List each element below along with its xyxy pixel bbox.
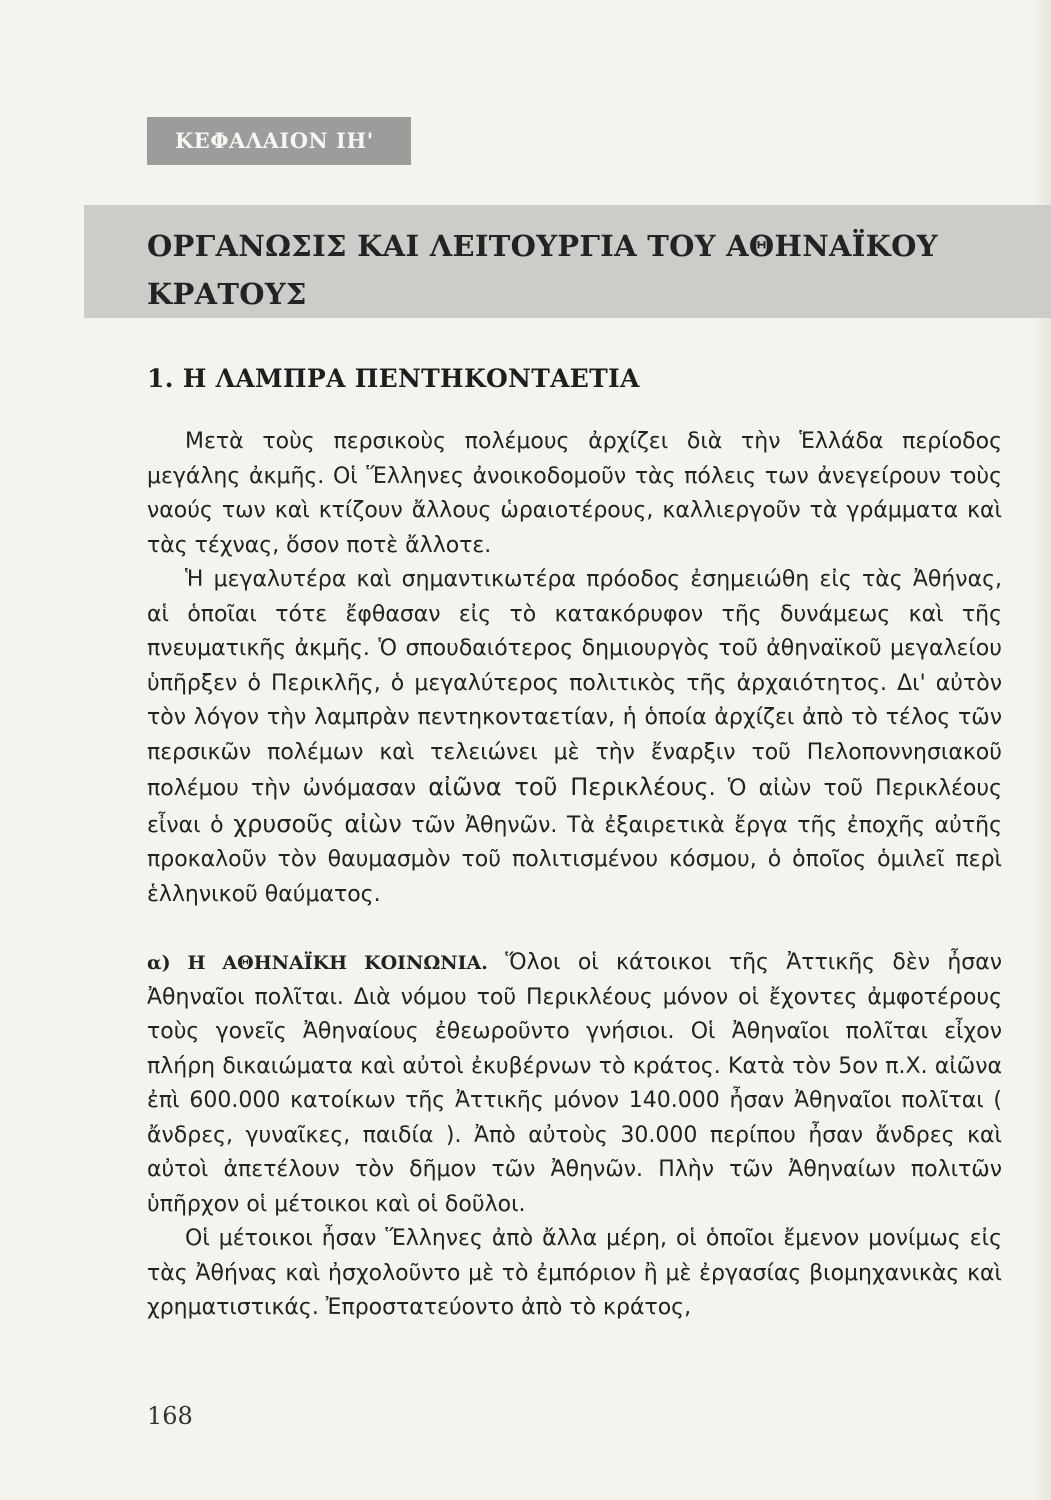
- chapter-label: ΚΕΦΑΛΑΙΟΝ ΙΗ': [147, 117, 411, 165]
- emphasis-aion-perikleous: αἰῶνα τοῦ Περικλέους: [428, 773, 709, 801]
- page-number: 168: [147, 1402, 193, 1430]
- paragraph-2: [147, 563, 1002, 912]
- paragraph-2-end: τῶν Ἀθηνῶν. Τὰ ἐξαιρετικὰ ἔργα τῆς ἐποχῆς αὐτῆς προκαλοῦν τὸν θαυμασμὸν τοῦ πολιτισμένου κόσμου, ὁ ὁποῖος ὁμιλεῖ περὶ ἑλληνικοῦ θαύματος.: [147, 812, 1003, 907]
- body-text: [147, 425, 1002, 1326]
- emphasis-chrysous-aion: χρυσοῦς αἰὼν: [233, 809, 402, 838]
- subsection-label: α) Η ΑΘΗΝΑΪΚΗ ΚΟΙΝΩΝΙΑ.: [147, 952, 488, 974]
- section-heading: 1. Η ΛΑΜΠΡΑ ΠΕΝΤΗΚΟΝΤΑΕΤΙΑ: [147, 364, 640, 393]
- paragraph-2-mid: . Ὁ αἰὼν τοῦ Περικλέους εἶναι ὁ: [147, 776, 1002, 838]
- paragraph-3-text: Ὅλοι οἱ κάτοικοι τῆς Ἀττικῆς δὲν ἦσαν Ἀθηναῖοι πολῖται. Διὰ νόμου τοῦ Περικλέους μόνον οἱ ἔχοντες ἀμφοτέρους τοὺς γονεῖς Ἀθηναίους ἐθεωροῦντο γνήσιοι. Οἱ Ἀθηναῖοι πολῖται εἶχον πλήρη δικαιώματα καὶ αὐτοὶ ἐκυβέρνων τὸ κράτος. Κατὰ τὸν 5ον π.Χ. αἰῶνα ἐπὶ 600.000 κατοίκων τῆς Ἀττικῆς μόνον 140.000 ἦσαν Ἀθηναῖοι πολῖται ( ἄνδρες, γυναῖκες, παιδία ). Ἀπὸ αὐτοὺς 30.000 περίπου ἦσαν ἄνδρες καὶ αὐτοὶ ἀπετέλουν τὸν δῆμον τῶν Ἀθηνῶν. Πλὴν τῶν Ἀθηναίων πολιτῶν ὑπῆρχον οἱ μέτοικοι καὶ οἱ δοῦλοι.: [147, 950, 1002, 1217]
- paragraph-2-start: Ἡ μεγαλυτέρα καὶ σημαντικωτέρα πρόοδος ἐσημειώθη εἰς τὰς Ἀθήνας, αἱ ὁποῖαι τότε ἔφθασαν εἰς τὸ κατακόρυφον τῆς δυνάμεως καὶ τῆς πνευματικῆς ἀκμῆς. Ὁ σπουδαιότερος δημιουργὸς τοῦ ἀθηναϊκοῦ μεγαλείου ὑπῆρξεν ὁ Περικλῆς, ὁ μεγαλύτερος πολιτικὸς τῆς ἀρχαιότητος. Δι' αὐτὸν τὸν λόγον τὴν λαμπρὰν πεντηκονταετίαν, ἡ ὁποία ἀρχίζει ἀπὸ τὸ τέλος τῶν περσικῶν πολέμων καὶ τελειώνει μὲ τὴν ἔναρξιν τοῦ Πελοποννησιακοῦ πολέμου τὴν ὠνόμασαν: [147, 567, 1002, 801]
- paragraph-4: Οἱ μέτοικοι ἦσαν Ἕλληνες ἀπὸ ἄλλα μέρη, οἱ ὁποῖοι ἔμενον μονίμως εἰς τὰς Ἀθήνας καὶ ἠσχολοῦντο μὲ τὸ ἐμπόριον ἢ μὲ ἐργασίας βιομηχανικὰς καὶ χρηματιστικάς. Ἐπροστατεύοντο ἀπὸ τὸ κράτος,: [147, 1226, 1002, 1320]
- paragraph-1: Μετὰ τοὺς περσικοὺς πολέμους ἀρχίζει διὰ τὴν Ἑλλάδα περίοδος μεγάλης ἀκμῆς. Οἱ Ἕλληνες ἀνοικοδομοῦν τὰς πόλεις των ἀνεγείρουν τοὺς ναούς των καὶ κτίζουν ἄλλους ὡραιοτέρους, καλλιεργοῦν τὰ γράμματα καὶ τὰς τέχνας, ὅσον ποτὲ ἄλλοτε.: [147, 429, 1002, 558]
- paragraph-3: [147, 946, 1002, 1222]
- chapter-title: ΟΡΓΑΝΩΣΙΣ ΚΑΙ ΛΕΙΤΟΥΡΓΙΑ ΤΟΥ ΑΘΗΝΑΪΚΟΥ ΚΡΑΤΟΥΣ: [147, 229, 938, 311]
